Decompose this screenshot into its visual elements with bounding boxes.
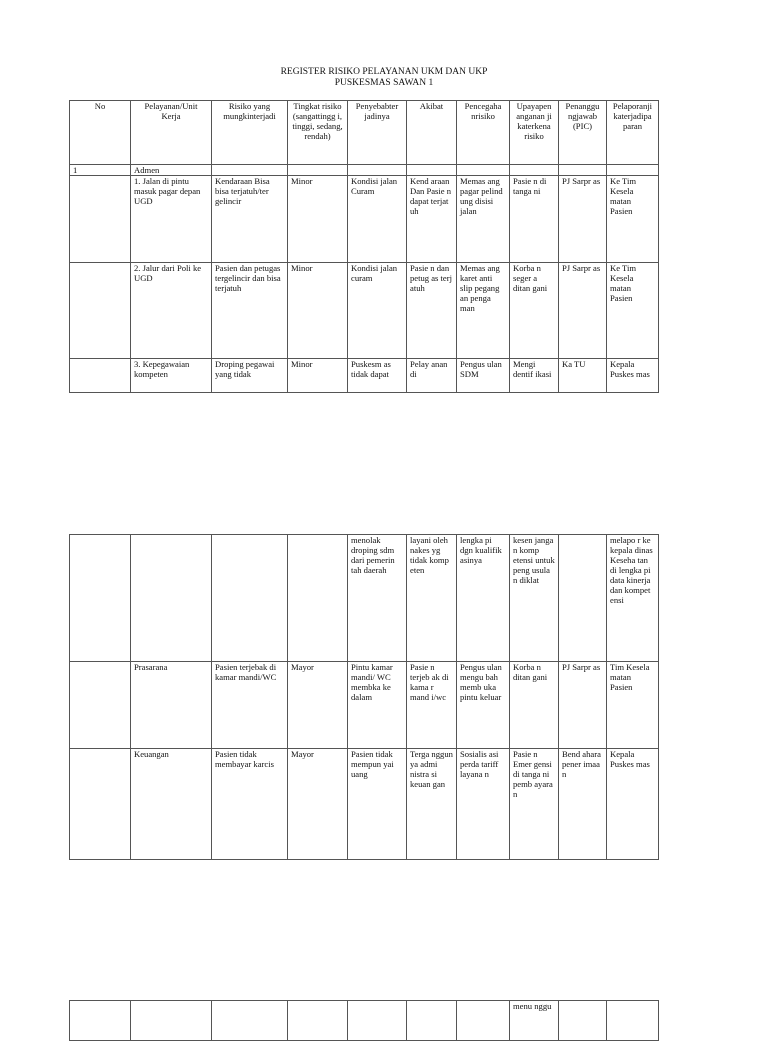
cell-prevention: Pengus ulan mengu bah memb uka pintu keluar	[457, 662, 510, 749]
cell-risk: Droping pegawai yang tidak	[212, 359, 288, 393]
cell-prevention: Pengus ulan SDM	[457, 359, 510, 393]
header-cell-handling: Upayapen anganan ji katerkena risiko	[510, 101, 559, 165]
cell-handling: Mengi dentif ikasi	[510, 359, 559, 393]
risk-register-table-page-1	[69, 100, 659, 393]
table-row	[70, 263, 659, 359]
header-cell-cause: Penyebabter jadinya	[348, 101, 407, 165]
cell-report: Ke Tim Kesela matan Pasien	[607, 176, 659, 263]
cell-cause: menolak droping sdm dari pemerin tah daerah	[348, 535, 407, 662]
cell-risk	[212, 535, 288, 662]
cell-unit: Keuangan	[131, 749, 212, 860]
document-title	[0, 67, 768, 89]
section-unit: Admen	[131, 165, 212, 176]
cell-unit: 3. Kepegawaian kompeten	[131, 359, 212, 393]
cell-handling: Korba n ditan gani	[510, 662, 559, 749]
cell-risk: Pasien terjebak di kamar mandi/WC	[212, 662, 288, 749]
header-cell-level: Tingkat risiko (sangattingg i, tinggi, sedang, rendah)	[288, 101, 348, 165]
cell-pic	[559, 1001, 607, 1041]
cell-level: Mayor	[288, 749, 348, 860]
header-row	[70, 101, 659, 165]
cell-prevention: Memas ang pagar pelind ung disisi jalan	[457, 176, 510, 263]
cell-level	[288, 1001, 348, 1041]
cell-effect: Kend araan Dan Pasie n dapat terjat uh	[407, 176, 457, 263]
header-cell-no: No	[70, 101, 131, 165]
cell-handling: kesen janga n komp etensi untuk peng usula n diklat	[510, 535, 559, 662]
cell-effect: Pelay anan di	[407, 359, 457, 393]
cell-effect: layani oleh nakes yg tidak komp eten	[407, 535, 457, 662]
table-row	[70, 535, 659, 662]
cell-unit	[131, 535, 212, 662]
table-row	[70, 1001, 659, 1041]
cell-level: Minor	[288, 176, 348, 263]
section-number: 1	[70, 165, 131, 176]
section-row	[70, 165, 659, 176]
cell-pic: Bend ahara pener imaa n	[559, 749, 607, 860]
title-line-1: REGISTER RISIKO PELAYANAN UKM DAN UKP	[280, 67, 488, 77]
cell-pic: PJ Sarpr as	[559, 662, 607, 749]
cell-level: Minor	[288, 263, 348, 359]
cell-report	[607, 1001, 659, 1041]
cell-unit	[131, 1001, 212, 1041]
cell-cause: Kondisi jalan curam	[348, 263, 407, 359]
cell-unit: Prasarana	[131, 662, 212, 749]
cell-cause: Pintu kamar mandi/ WC membka ke dalam	[348, 662, 407, 749]
cell-report: Kepala Puskes mas	[607, 749, 659, 860]
cell-report: Ke Tim Kesela matan Pasien	[607, 263, 659, 359]
title-line-2: PUSKESMAS SAWAN 1	[334, 78, 434, 88]
header-cell-pic: Penanggu ngjawab (PIC)	[559, 101, 607, 165]
cell-cause	[348, 1001, 407, 1041]
header-cell-effect: Akibat	[407, 101, 457, 165]
cell-pic: Ka TU	[559, 359, 607, 393]
risk-register-table-page-3	[69, 1000, 659, 1041]
table-row	[70, 749, 659, 860]
cell-level	[288, 535, 348, 662]
cell-level: Minor	[288, 359, 348, 393]
cell-risk: Pasien dan petugas tergelincir dan bisa terjatuh	[212, 263, 288, 359]
cell-report: melapo r ke kepala dinas Keseha tan di lengka pi data kinerja dan kompet ensi	[607, 535, 659, 662]
cell-handling: Pasie n Emer gensi di tanga ni pemb ayara n	[510, 749, 559, 860]
cell-pic: PJ Sarpr as	[559, 176, 607, 263]
cell-prevention: lengka pi dgn kualifik asinya	[457, 535, 510, 662]
cell-prevention: Memas ang karet anti slip pegang an penga man	[457, 263, 510, 359]
cell-report: Tim Kesela matan Pasien	[607, 662, 659, 749]
cell-report: Kepala Puskes mas	[607, 359, 659, 393]
cell-handling: menu nggu	[510, 1001, 559, 1041]
header-cell-prevention: Pencegaha nrisiko	[457, 101, 510, 165]
cell-pic: PJ Sarpr as	[559, 263, 607, 359]
table-row	[70, 176, 659, 263]
table-row	[70, 662, 659, 749]
risk-register-table-page-2	[69, 534, 659, 860]
cell-risk: Kendaraan Bisa bisa terjatuh/ter gelincir	[212, 176, 288, 263]
table-row	[70, 359, 659, 393]
cell-pic	[559, 535, 607, 662]
cell-effect	[407, 1001, 457, 1041]
cell-effect: Pasie n terjeb ak di kama r mand i/wc	[407, 662, 457, 749]
cell-prevention: Sosialis asi perda tariff layana n	[457, 749, 510, 860]
cell-prevention	[457, 1001, 510, 1041]
cell-risk	[212, 1001, 288, 1041]
cell-cause: Pasien tidak mempun yai uang	[348, 749, 407, 860]
cell-unit: 2. Jalur dari Poli ke UGD	[131, 263, 212, 359]
header-cell-unit: Pelayanan/Unit Kerja	[131, 101, 212, 165]
header-cell-risk: Risiko yang mungkinterjadi	[212, 101, 288, 165]
header-cell-report: Pelaporanji katerjadipa paran	[607, 101, 659, 165]
cell-effect: Pasie n dan petug as terj atuh	[407, 263, 457, 359]
cell-unit: 1. Jalan di pintu masuk pagar depan UGD	[131, 176, 212, 263]
cell-risk: Pasien tidak membayar karcis	[212, 749, 288, 860]
cell-cause: Puskesm as tidak dapat	[348, 359, 407, 393]
cell-effect: Terga nggun ya admi nistra si keuan gan	[407, 749, 457, 860]
cell-handling: Pasie n di tanga ni	[510, 176, 559, 263]
cell-level: Mayor	[288, 662, 348, 749]
cell-handling: Korba n seger a ditan gani	[510, 263, 559, 359]
cell-cause: Kondisi jalan Curam	[348, 176, 407, 263]
